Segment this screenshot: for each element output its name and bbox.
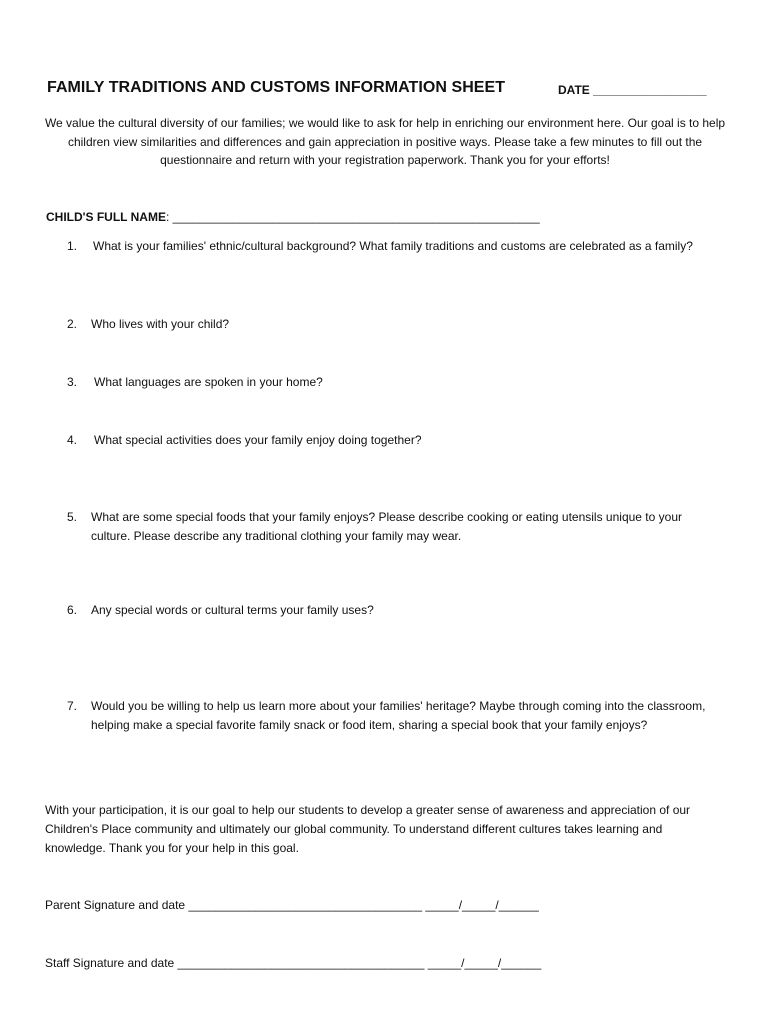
child-name-label: CHILD'S FULL NAME [46,210,166,224]
question-3 [67,373,722,392]
question-number: 5. [67,510,78,524]
parent-signature-field[interactable]: Parent Signature and date ___________________________________ _____/_____/______ [45,898,539,912]
question-text: What are some special foods that your family enjoys? Please describe cooking or eating utensils unique to your culture. Please describe any traditional clothing your family may wear. [91,510,682,543]
question-text: What is your families' ethnic/cultural background? What family traditions and customs are celebrated as a family? [93,239,693,253]
staff-signature-field[interactable]: Staff Signature and date _____________________________________ _____/_____/______ [45,956,542,970]
child-name-line[interactable]: : _______________________________________________________ [165,210,540,224]
question-number: 7. [67,699,78,713]
question-6 [67,601,722,620]
question-2 [67,315,722,334]
intro-paragraph: We value the cultural diversity of our families; we would like to ask for help in enriching our environment here. Our goal is to help children view similarities and differences and gain appreciation in positive ways. Please take a few minutes to fill out the questionnaire and return with your registration paperwork. Thank you for your efforts! [44,116,726,167]
question-7 [67,697,722,734]
question-text: What languages are spoken in your home? [94,375,323,389]
question-text: Who lives with your child? [91,317,230,331]
question-text: Any special words or cultural terms your family uses? [91,603,374,617]
question-1 [67,237,722,256]
child-name-field[interactable] [46,210,540,224]
page-title: FAMILY TRADITIONS AND CUSTOMS INFORMATION SHEET [47,79,506,96]
question-5 [67,508,722,545]
question-4 [67,431,722,450]
closing-paragraph: With your participation, it is our goal to help our students to develop a greater sense of awareness and appreciation of our Children's Place community and ultimately our global community. To understand different cultures takes learning and knowledge. Thank you for your help in this goal. [45,803,691,855]
question-number: 3. [67,375,78,389]
date-field[interactable]: DATE _________________ [558,83,707,97]
question-text: What special activities does your family enjoy doing together? [94,433,422,447]
question-number: 4. [67,433,78,447]
question-text: Would you be willing to help us learn more about your families' heritage? Maybe through coming into the classroom, helping make a special favorite family snack or food item, sharing a special book that your family enjoys? [91,699,706,732]
question-number: 6. [67,603,78,617]
question-number: 2. [67,317,78,331]
question-number: 1. [67,239,78,253]
